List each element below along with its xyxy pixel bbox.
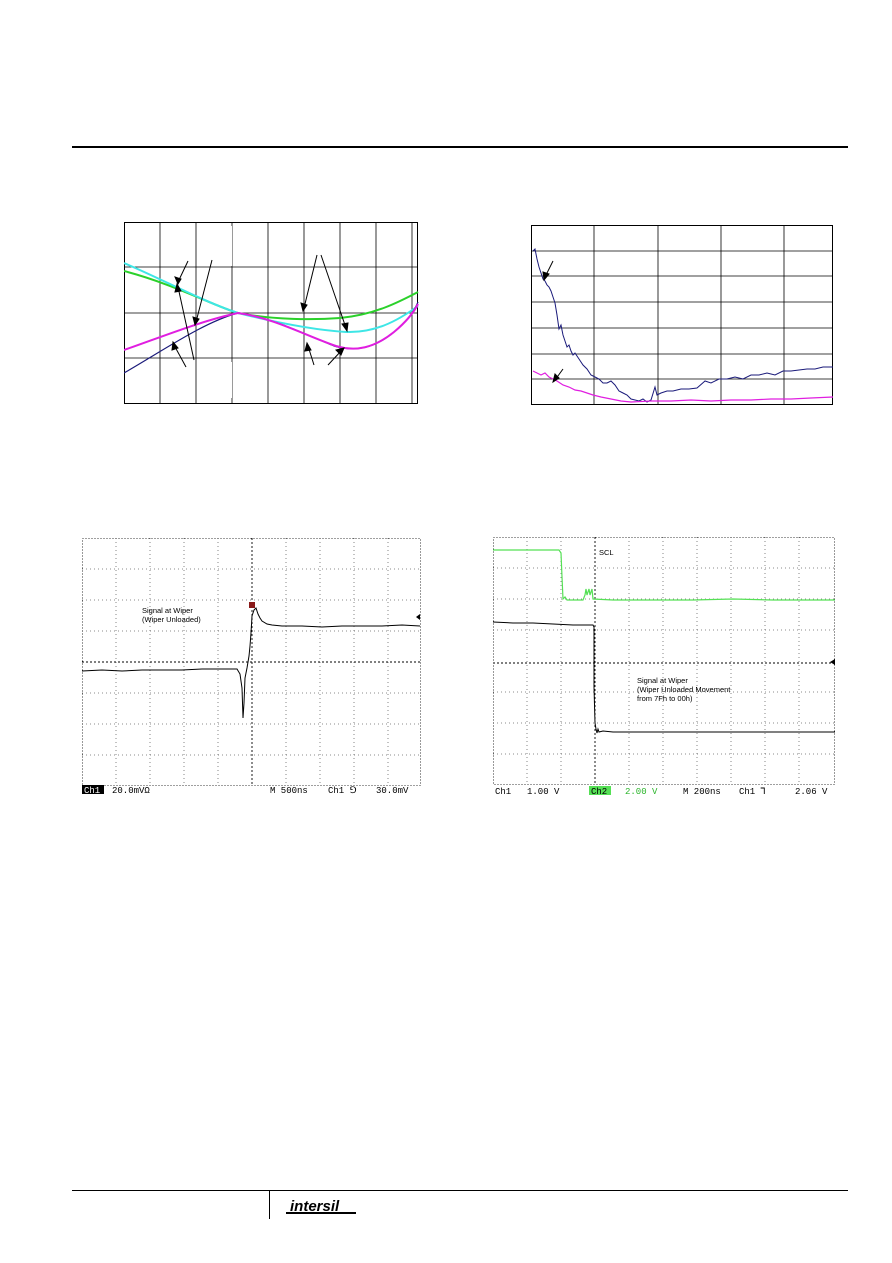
scl-label: SCL (599, 548, 614, 557)
scope-right-ch1-scale: 1.00 V (527, 787, 560, 797)
scope-right-label-line2: (Wiper Unloaded Movement (637, 685, 731, 694)
scope-left (82, 538, 422, 798)
scope-left-timebase: M 500ns (270, 786, 308, 796)
intersil-logo (284, 1196, 364, 1220)
scope-right (493, 537, 838, 797)
scope-right-timebase: M 200ns (683, 787, 721, 797)
scope-left-trigger: Ch1 ⅁ (328, 786, 357, 796)
trigger-marker (249, 602, 255, 608)
footer-divider (269, 1191, 270, 1219)
scope-left-scale: 20.0mVΩ (112, 786, 150, 796)
scope-right-trigger-level: 2.06 V (795, 787, 828, 797)
label-box-bottom (198, 362, 232, 398)
scope-left-label-line1: Signal at Wiper (142, 606, 193, 615)
graph-temperature-curves (124, 222, 419, 405)
scope-left-channel: Ch1 (84, 786, 101, 796)
footer-rule (72, 1190, 848, 1191)
scope-right-ch2: Ch2 (591, 787, 608, 797)
scope-right-label-line3: from 7Fh to 00h) (637, 694, 693, 703)
graph-decay-curves (531, 225, 834, 406)
scope-right-ch2-scale: 2.00 V (625, 787, 658, 797)
scope-right-ch1: Ch1 (495, 787, 512, 797)
scope-right-label-line1: Signal at Wiper (637, 676, 688, 685)
scope-right-trigger: Ch1 ⅂ (739, 787, 766, 797)
header-rule (72, 146, 848, 148)
svg-text:intersil: intersil (290, 1198, 340, 1215)
scope-left-trigger-level: 30.0mV (376, 786, 409, 796)
scope-left-label-line2: (Wiper Unloaded) (142, 615, 201, 624)
label-box-top (198, 226, 232, 266)
